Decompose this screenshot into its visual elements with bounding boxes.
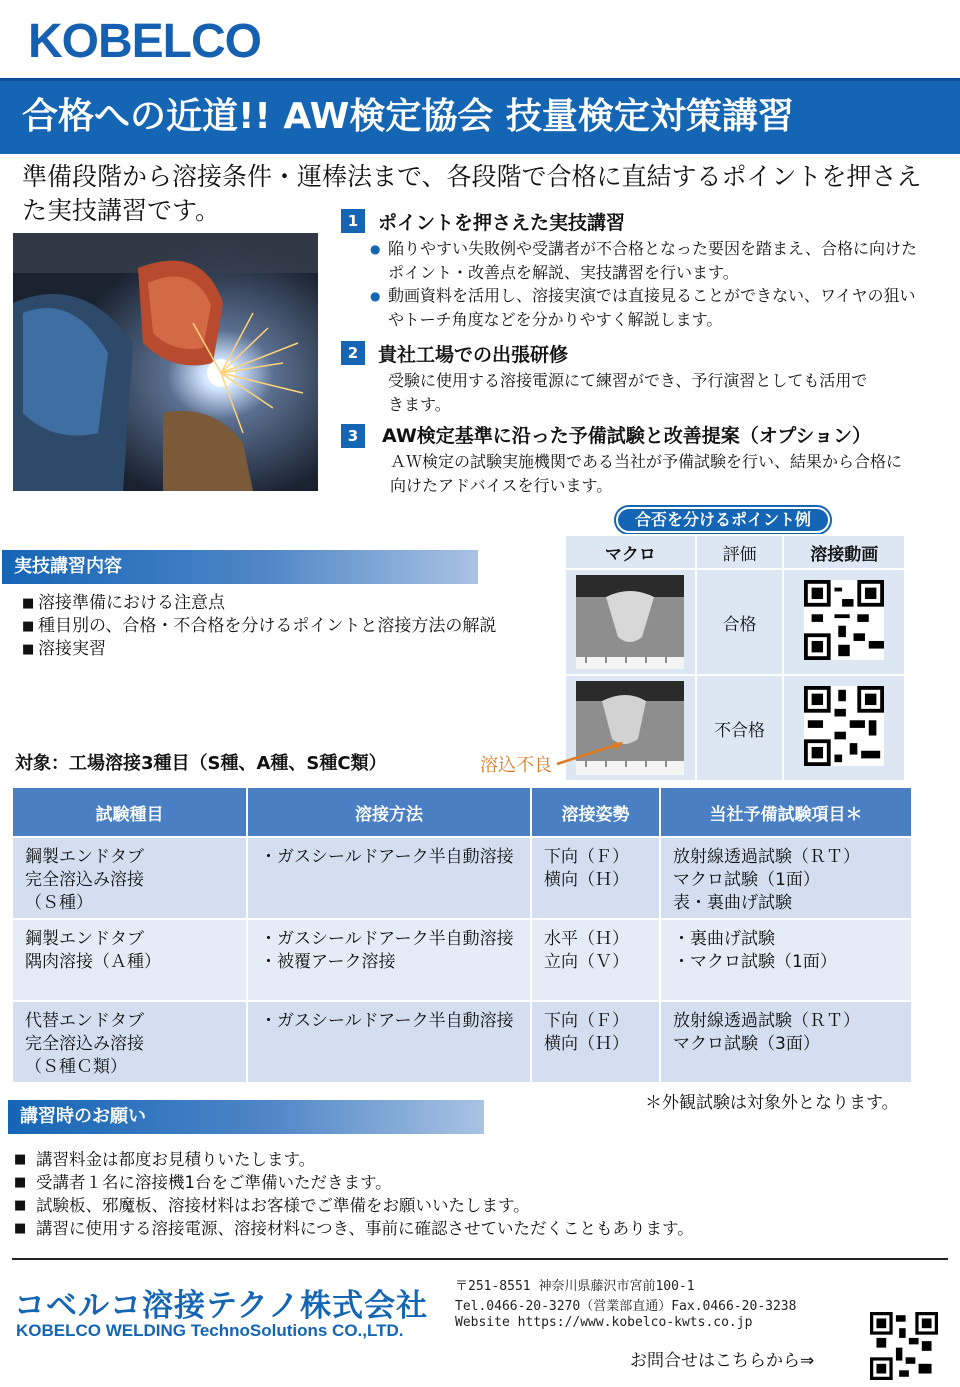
qr-code-contact[interactable] <box>870 1312 938 1380</box>
defect-arrow-icon <box>555 738 625 768</box>
company-address: 〒251-8551 神奈川県藤沢市宮前100-1 <box>455 1279 695 1294</box>
contact-prompt: お問合せはこちらから⇒ <box>630 1351 815 1371</box>
col-video: 溶接動画 <box>783 535 905 569</box>
page-title-banner: 合格への近道!! AW検定協会 技量検定対策講習 <box>0 78 960 154</box>
point-2-number: 2 <box>341 341 365 365</box>
cell-line: 下向（Ｆ） <box>544 1011 629 1031</box>
cell-line: ・被覆アーク溶接 <box>260 952 396 972</box>
point-examples-title: 合否を分けるポイント例 <box>614 505 832 535</box>
cell-line: 下向（Ｆ） <box>544 847 629 867</box>
cell-line: 代替エンドタブ <box>25 1011 144 1031</box>
cell-line: 表・裏曲げ試験 <box>673 893 792 913</box>
cell-line: 横向（Ｈ） <box>544 870 629 890</box>
cell-line: 水平（Ｈ） <box>544 929 629 949</box>
qr-fail-cell <box>783 675 905 781</box>
table-row <box>12 1001 912 1083</box>
request-item: ■ 講習料金は都度お見積りいたします。 <box>14 1149 315 1171</box>
practical-item: ■ 溶接実習 <box>22 638 106 661</box>
point-2-body: 受験に使用する溶接電源にて練習ができ、予行演習としても活用できます。 <box>388 371 868 414</box>
intro-text: 準備段階から溶接条件・運棒法まで、各段階で合格に直結するポイントを押さえた実技講習です。 <box>22 162 922 225</box>
table-footnote: ＊外観試験は対象外となります。 <box>645 1093 899 1113</box>
practical-item: ■ 種目別の、合格・不合格を分けるポイントと溶接方法の解説 <box>22 615 496 638</box>
qr-code-fail-video[interactable] <box>804 686 884 766</box>
cell-line: ・裏曲げ試験 <box>673 929 775 949</box>
practical-heading: 実技講習内容 <box>2 550 478 584</box>
point-3-title: AW検定基準に沿った予備試験と改善提案（オプション） <box>382 425 872 447</box>
point-1-title: ポイントを押さえた実技講習 <box>378 212 626 234</box>
cell-line: 完全溶込み溶接 <box>25 870 144 890</box>
welding-photo <box>13 233 318 491</box>
exam-table <box>11 786 913 1084</box>
kobelco-logo: KOBELCO <box>28 15 261 68</box>
cell-line: ・ガスシールドアーク半自動溶接 <box>260 1011 514 1031</box>
macro-pass-cell <box>565 569 696 675</box>
point-3-body: ＡＷ検定の試験実施機関である当社が予備試験を行い、結果から合格に向けたアドバイスを行います。 <box>390 452 903 495</box>
cell-line: （Ｓ種Ｃ類） <box>25 1057 127 1077</box>
col-method: 溶接方法 <box>247 787 531 837</box>
target-text: 対象：工場溶接3種目（S種、A種、S種C類） <box>15 753 387 774</box>
cell-line: 立向（Ｖ） <box>544 952 629 972</box>
cell-line: 鋼製エンドタブ <box>25 929 144 949</box>
cell-line: マクロ試験（1面） <box>673 870 820 890</box>
qr-code-pass-video[interactable] <box>804 580 884 660</box>
table-row <box>12 919 912 1001</box>
request-item: ■ 受講者１名に溶接機1台をご準備いただきます。 <box>14 1172 392 1194</box>
cell-line: マクロ試験（3面） <box>673 1034 820 1054</box>
qr-pass-cell <box>783 569 905 675</box>
cell-line: 横向（Ｈ） <box>544 1034 629 1054</box>
company-name-jp: コベルコ溶接テクノ株式会社 <box>14 1288 429 1324</box>
request-item: ■ 試験板、邪魔板、溶接材料はお客様でご準備をお願いいたします。 <box>14 1195 530 1217</box>
cell-line: 鋼製エンドタブ <box>25 847 144 867</box>
table-row <box>12 837 912 919</box>
cell-line: （Ｓ種） <box>25 893 93 913</box>
point-1-bullet-1: ● 陥りやすい失敗例や受講者が不合格となった要因を踏まえ、合格に向けたポイント・改善点を解説、実技講習を行います。 <box>370 237 928 285</box>
col-evaluation: 評価 <box>696 535 784 569</box>
cell-line: 放射線透過試験（ＲＴ） <box>673 847 860 867</box>
cell-line: 完全溶込み溶接 <box>25 1034 144 1054</box>
company-phone: Tel.0466-20-3270（営業部直通）Fax.0466-20-3238 <box>455 1299 797 1314</box>
point-1-number: 1 <box>341 209 365 233</box>
cell-line: ・ガスシールドアーク半自動溶接 <box>260 929 514 949</box>
macro-pass-image <box>576 575 684 669</box>
company-website[interactable]: Website https://www.kobelco-kwts.co.jp <box>455 1315 753 1330</box>
col-macro: マクロ <box>565 535 696 569</box>
col-exam-type: 試験種目 <box>12 787 247 837</box>
point-2-title: 貴社工場での出張研修 <box>378 344 569 366</box>
result-fail: 不合格 <box>696 675 784 781</box>
practical-item: ■ 溶接準備における注意点 <box>22 592 225 615</box>
point-3-number: 3 <box>341 424 365 448</box>
col-position: 溶接姿勢 <box>531 787 660 837</box>
cell-line: ・ガスシールドアーク半自動溶接 <box>260 847 514 867</box>
request-item: ■ 講習に使用する溶接電源、溶接材料につき、事前に確認させていただくこともあります。 <box>14 1218 694 1240</box>
result-pass: 合格 <box>696 569 784 675</box>
defect-label: 溶込不良 <box>480 755 552 776</box>
cell-line: ・マクロ試験（1面） <box>673 952 837 972</box>
cell-line: 放射線透過試験（ＲＴ） <box>673 1011 860 1031</box>
col-tests: 当社予備試験項目＊ <box>660 787 912 837</box>
requests-heading: 講習時のお願い <box>8 1100 484 1134</box>
footer-divider <box>12 1258 948 1260</box>
cell-line: 隅肉溶接（Ａ種） <box>25 952 161 972</box>
point-1-bullet-2: ● 動画資料を活用し、溶接実演では直接見ることができない、ワイヤの狙いやトーチ角度などを分かりやすく解説します。 <box>370 284 928 332</box>
company-name-en: KOBELCO WELDING TechnoSolutions CO.,LTD. <box>16 1321 404 1340</box>
